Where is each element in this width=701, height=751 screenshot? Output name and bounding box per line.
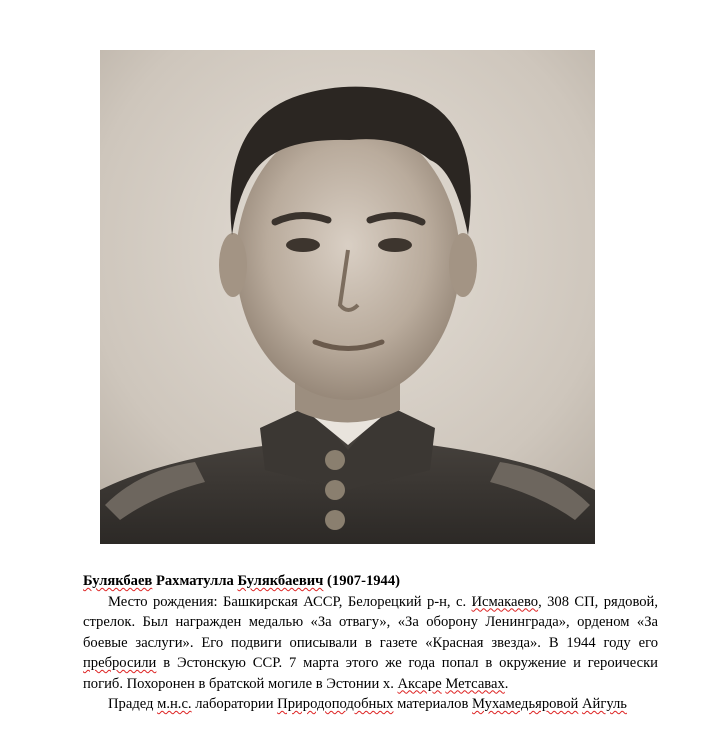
rel-name-1: Мухамедьяровой (472, 696, 579, 712)
bio-village: Исмакаево (471, 593, 539, 610)
title-years: (1907-1944) (323, 573, 401, 589)
bio-place-1: Аксаре (397, 675, 442, 692)
bio-part-2: , 308 СП, рядовой, стрелок. Был награжден медалью «За отвагу», «За оборону Ленинграда», орденом «За боевые заслуги». Его подвиги описывали в газете «Красная звезда». В 1944 году его (83, 593, 659, 651)
portrait-photo (100, 50, 595, 544)
bio-end: . (504, 675, 509, 692)
title-name: Рахматулла (152, 573, 238, 589)
title-surname: Булякбаев (83, 573, 153, 589)
rel-lab: Природоподобных (277, 696, 394, 712)
rel-part-3: материалов (393, 696, 473, 712)
biography-paragraph (83, 592, 658, 695)
rel-part-2: лаборатории (191, 696, 278, 712)
relation-paragraph (83, 694, 658, 715)
title-patronymic: Булякбаевич (237, 573, 324, 589)
caption-text (83, 571, 658, 715)
bio-part-1: Место рождения: Башкирская АССР, Белорецкий р-н, с. (108, 593, 472, 610)
bio-place-2: Метсавах (445, 675, 505, 692)
rel-abbr: м.н.с. (157, 696, 192, 712)
person-title (83, 571, 658, 592)
bio-part-3: в Эстонскую ССР. 7 марта этого же года попал в окружение и героически погиб. Похоронен в братской могиле в Эстонии х. (83, 655, 658, 692)
bio-typo-word: пребросили (83, 655, 157, 671)
rel-part-1: Прадед (108, 696, 158, 712)
rel-name-2: Айгуль (581, 696, 627, 712)
